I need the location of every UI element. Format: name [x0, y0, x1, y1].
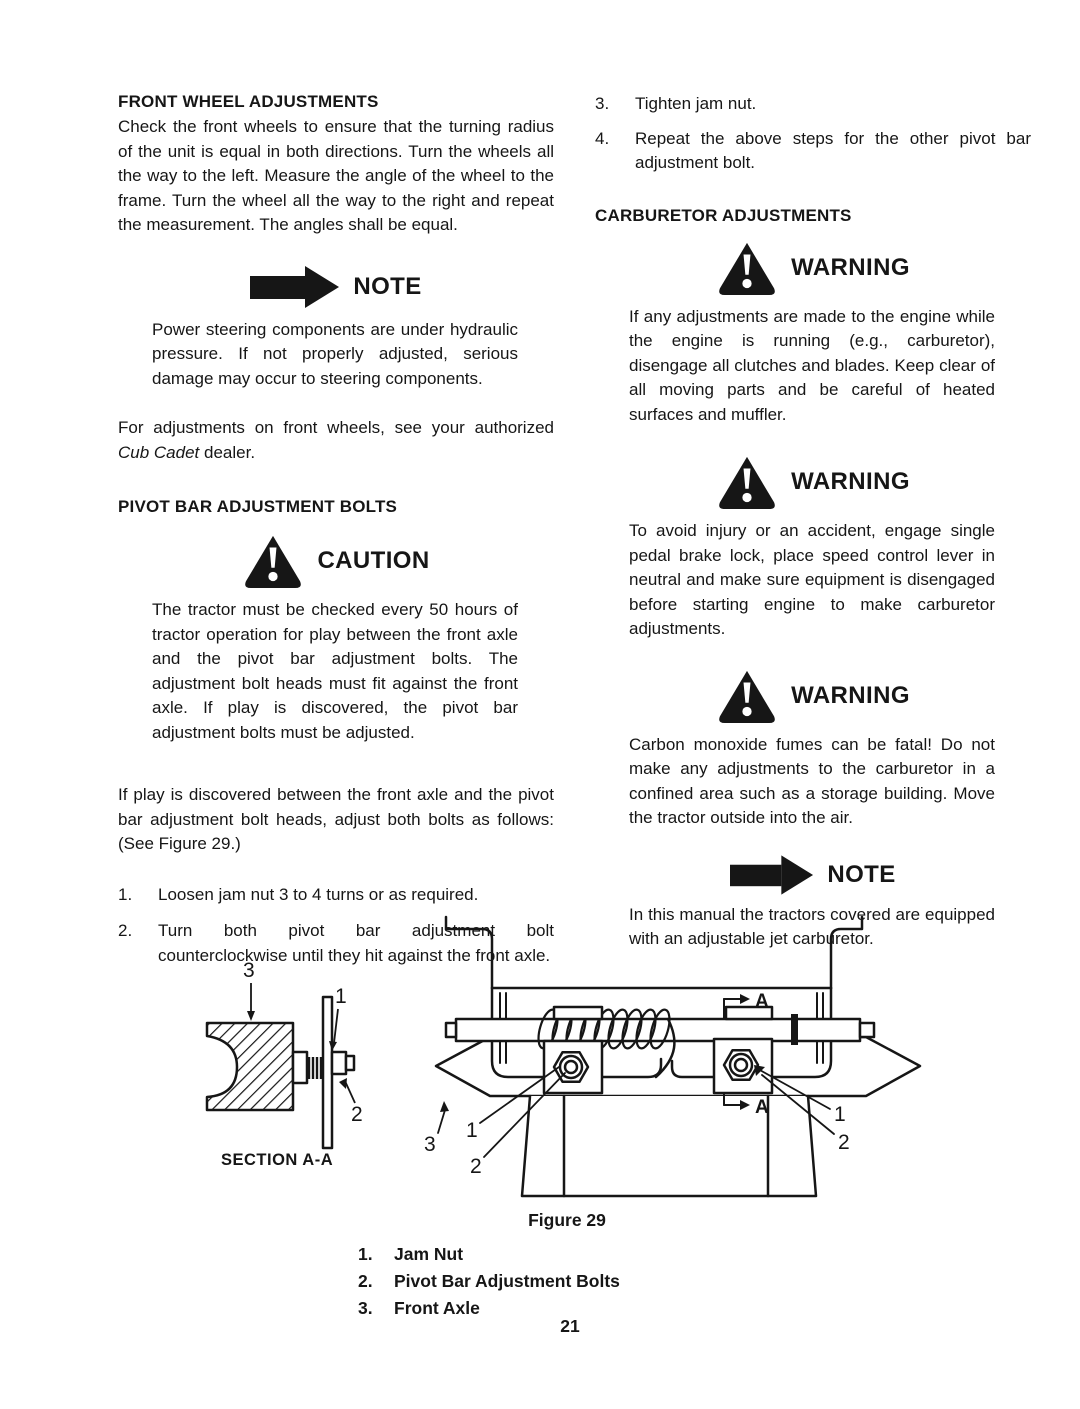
legend-item: 2. Pivot Bar Adjustment Bolts — [358, 1271, 620, 1291]
caution-paragraph: The tractor must be checked every 50 hours of tractor operation for play between the front axle and the pivot bar adjustment bolts. The adjustment bolt heads must fit against the front axle. If play is discovered, the pivot bar adjustment bolts must be adjusted. — [152, 600, 518, 742]
step-text: Tighten jam nut. — [635, 94, 757, 113]
callout-2: 2 — [838, 1131, 850, 1154]
step-text: Loosen jam nut 3 to 4 turns or as required. — [158, 884, 479, 904]
warning-label: WARNING — [791, 468, 910, 495]
caution-callout — [118, 533, 554, 589]
step-item-4 — [595, 127, 1031, 176]
note-label: NOTE — [827, 860, 896, 888]
brand-name: Cub Cadet — [118, 442, 200, 462]
note-arrow-icon — [250, 266, 340, 308]
note-paragraph-2: In this manual the tractors covered are equipped with an adjustable jet carburetor. — [629, 904, 995, 948]
callout-1: 1 — [466, 1119, 478, 1142]
front-wheel-paragraph: Check the front wheels to ensure that the turning radius of the unit is equal in both directions. Turn the wheels all the way to the left. Measure the angle of the wheel to the frame. Turn the wheel all the way to the right and repeat the measurement. The angles shall be equal. — [118, 117, 554, 234]
figure-caption: Figure 29 — [528, 1210, 606, 1230]
step-number: 2. — [118, 921, 133, 940]
callout-2: 2 — [470, 1155, 482, 1178]
right-column — [595, 0, 1031, 952]
warning-paragraph-3: Carbon monoxide fumes can be fatal! Do not make any adjustments to the carburetor in a confined area such as a storage building. Move the tractor outside into the air. — [629, 734, 995, 827]
warning-label: WARNING — [791, 681, 910, 709]
warning-callout-3 — [595, 668, 1031, 724]
warning-paragraph-1: If any adjustments are made to the engine while the engine is running (e.g., carburetor), disengage all clutches and blades. Keep clear of all moving parts and be careful of heated surfaces and muffler. — [629, 306, 995, 424]
callout-1: 1 — [335, 985, 347, 1008]
dealer-text-suffix: dealer. — [199, 442, 256, 462]
note-callout — [118, 266, 554, 308]
front-wheel-heading: FRONT WHEEL ADJUSTMENTS — [118, 92, 379, 111]
callout-2: 2 — [351, 1103, 363, 1126]
front-axle — [436, 1037, 920, 1096]
note-callout-2 — [595, 855, 1031, 895]
warning-triangle-icon — [716, 454, 778, 510]
warning-triangle-icon — [716, 240, 778, 296]
warning-callout-2 — [595, 454, 1031, 510]
section-callout-a: A — [755, 1097, 769, 1118]
warning-triangle-icon — [716, 668, 778, 724]
carburetor-heading: CARBURETOR ADJUSTMENTS — [595, 205, 852, 225]
callout-3: 3 — [424, 1133, 436, 1156]
axle-center-block — [522, 1096, 816, 1196]
legend-item: 3. Front Axle — [358, 1298, 480, 1318]
note-label: NOTE — [353, 272, 422, 300]
step-item-1 — [118, 883, 554, 908]
pivot-bar-plate — [323, 997, 332, 1148]
legend-item: 1. Jam Nut — [358, 1244, 464, 1264]
callout-3: 3 — [243, 959, 255, 982]
page-number: 21 — [560, 1316, 580, 1336]
pivot-rod — [456, 1019, 860, 1041]
warning-label: WARNING — [791, 253, 910, 281]
caution-label: CAUTION — [317, 547, 430, 574]
caution-triangle-icon — [242, 533, 304, 589]
play-paragraph: If play is discovered between the front axle and the pivot bar adjustment bolt heads, adjust both bolts as follows: (See Figure 29.) — [118, 785, 554, 853]
note-paragraph: Power steering components are under hydraulic pressure. If not properly adjusted, serious damage may occur to steering components. — [152, 319, 518, 388]
section-a-a-diagram — [185, 945, 415, 1180]
left-column — [118, 0, 554, 968]
pivot-bar-heading: PIVOT BAR ADJUSTMENT BOLTS — [118, 497, 398, 516]
step-number: 4. — [595, 128, 610, 148]
dealer-paragraph — [118, 416, 554, 465]
front-axle-section — [207, 1023, 293, 1110]
section-a-a-label: SECTION A-A — [221, 1151, 334, 1169]
pivot-bar-adjustment-bolt-right — [724, 1050, 758, 1079]
step-text: Turn both pivot bar adjustment bolt counterclockwise until they hit against the front axle. — [158, 921, 554, 965]
step-number: 1. — [118, 884, 133, 904]
warning-callout-1 — [595, 240, 1031, 296]
note-arrow-icon — [730, 855, 814, 895]
jam-nut — [332, 1052, 346, 1074]
warning-paragraph-2: To avoid injury or an accident, engage single pedal brake lock, place speed control lever in neutral and make sure equipment is disengaged before starting engine to make carburetor adjustments. — [629, 521, 995, 638]
figure-29-diagram — [398, 915, 956, 1207]
step-number: 3. — [595, 94, 610, 113]
step-text: Repeat the above steps for the other pivot bar adjustment bolt. — [635, 128, 1031, 172]
dealer-text-prefix: For adjustments on front wheels, see your authorized — [118, 418, 554, 437]
step-item-3 — [595, 92, 1031, 117]
section-callout-a: A — [755, 991, 769, 1012]
callout-1: 1 — [834, 1103, 846, 1126]
figure-legend — [358, 1241, 620, 1322]
